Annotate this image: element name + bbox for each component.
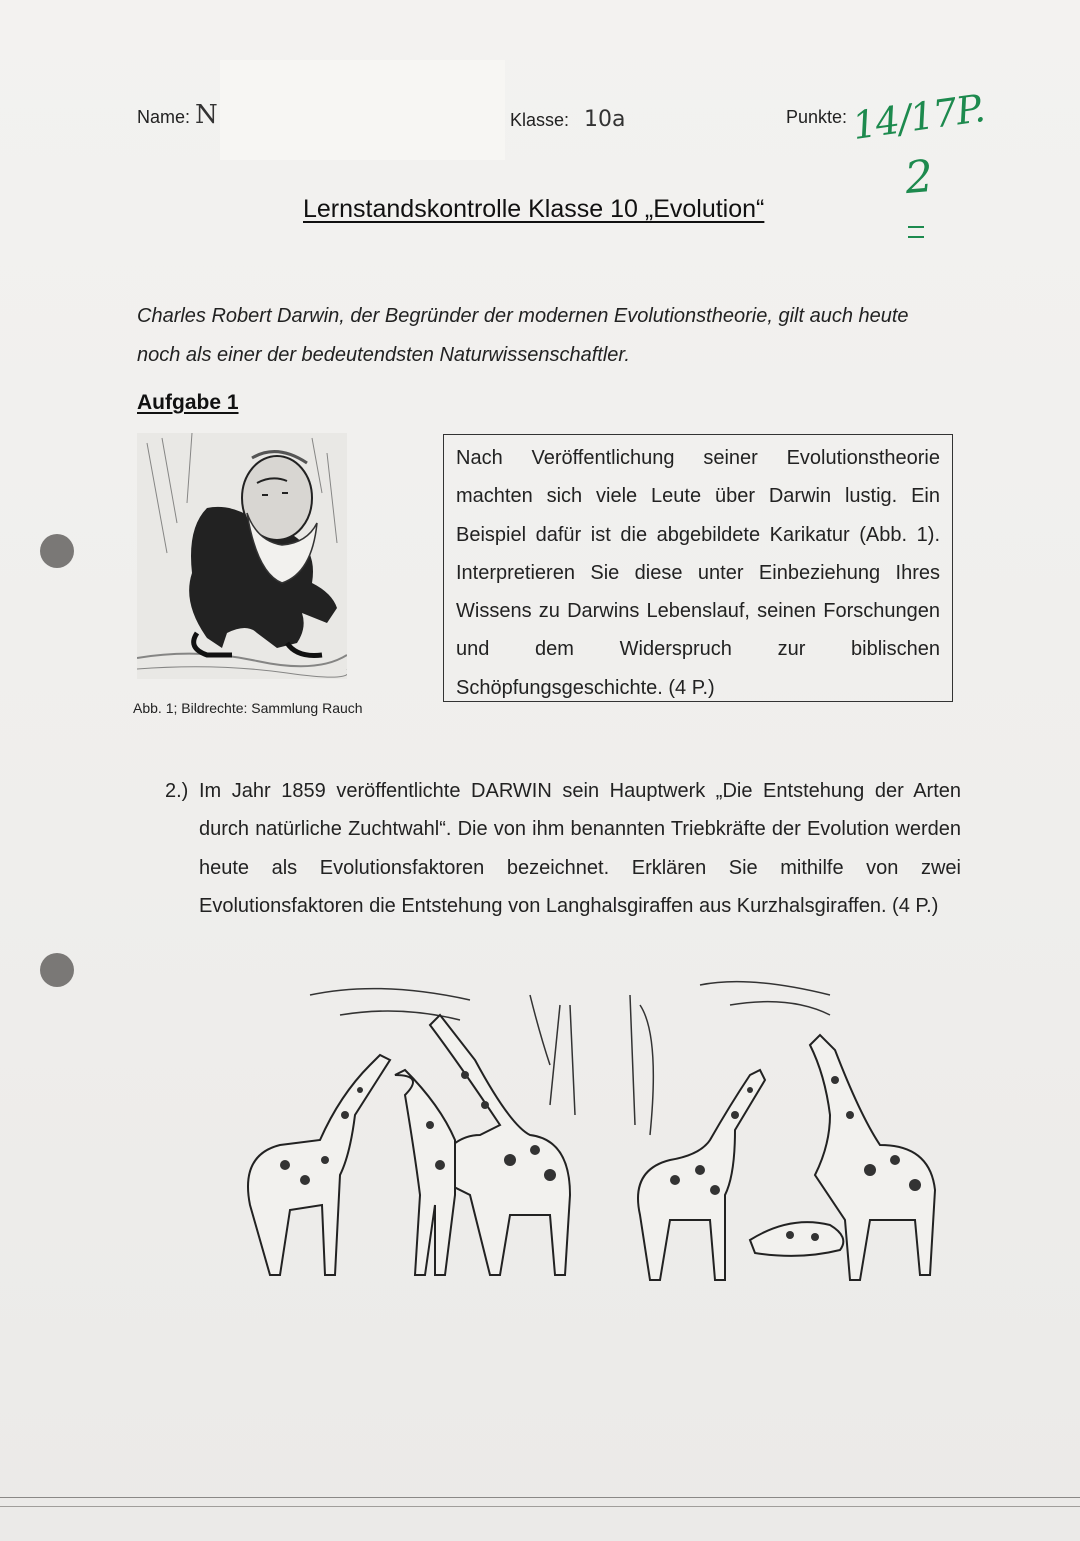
task1-text: Nach Veröffentlichung seiner Evolutionstheorie machten sich viele Leute über Darwin lustig. Ein Beispiel dafür ist die abgebildete Karikatur (Abb. 1). Interpretieren Sie diese unter Einbeziehung Ihres Wissens zu Darwins Lebenslauf, seinen Forschungen und dem Widerspruch zur biblischen Schöpfungsgeschichte. (4 P.): [456, 447, 940, 699]
grade-underline: [908, 226, 924, 238]
giraffes-illustration: [230, 975, 960, 1305]
redacted-name-area: [220, 60, 505, 160]
task2-text: Im Jahr 1859 veröffentlichte DARWIN sein Hauptwerk „Die Entstehung der Arten durch natürliche Zuchtwahl“. Die von ihm benannten Triebkräfte der Evolution werden heute als Evolutionsfaktoren bezeichnet. Erklären Sie mithilfe von zwei Evolutionsfaktoren die Entstehung von Langhalsgiraffen aus Kurzhalsgiraffen. (4 P.): [199, 780, 961, 917]
darwin-caricature-image: [137, 433, 347, 679]
page-title: Lernstandskontrolle Klasse 10 „Evolution“: [303, 195, 765, 223]
punkte-score: 14/17P.: [849, 85, 987, 149]
punch-hole: [40, 953, 74, 987]
punkte-label: Punkte:: [786, 107, 848, 127]
image-caption: Abb. 1; Bildrechte: Sammlung Rauch: [133, 700, 363, 716]
name-handwritten: N: [195, 100, 218, 130]
task1-box: [443, 434, 953, 702]
page-bottom-line: [0, 1506, 1080, 1507]
klasse-value: 10a: [584, 107, 626, 132]
klasse-field: [510, 107, 626, 132]
punch-hole: [40, 534, 74, 568]
grade-mark: 2: [902, 150, 936, 205]
klasse-label: Klasse:: [510, 110, 570, 130]
name-label: Name:: [137, 107, 191, 127]
task2-number: 2.): [165, 780, 189, 802]
intro-text: Charles Robert Darwin, der Begründer der modernen Evolutionstheorie, gilt auch heute noch als einer der bedeutendsten Naturwissenschaftler.: [137, 305, 909, 366]
page-bottom-line: [0, 1497, 1080, 1498]
task2-block: [165, 772, 961, 925]
task1-heading: Aufgabe 1: [137, 391, 239, 414]
